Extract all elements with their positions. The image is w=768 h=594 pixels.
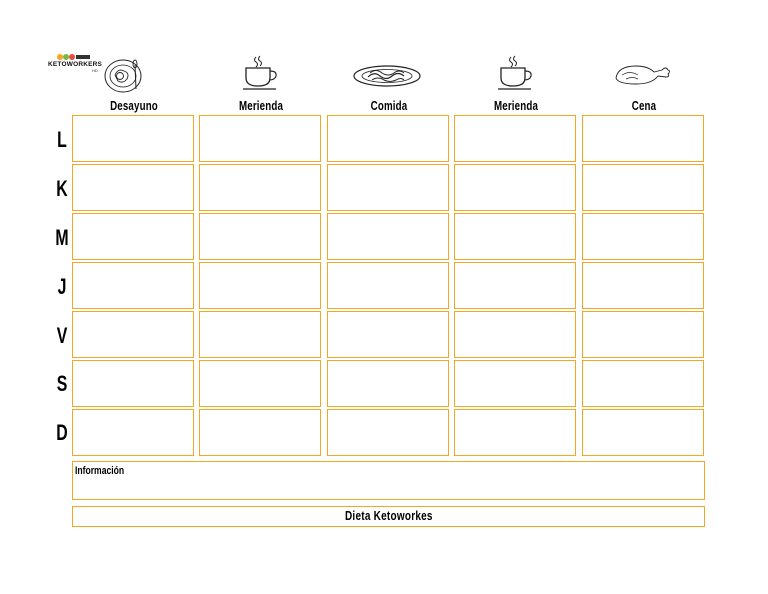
meal-cell[interactable] [454, 115, 576, 162]
meal-cell[interactable] [72, 115, 194, 162]
meal-cell[interactable] [72, 262, 194, 309]
meal-header-merienda-1: Merienda [238, 99, 284, 113]
meal-cell[interactable] [199, 115, 321, 162]
meal-header-merienda-2: Merienda [493, 99, 539, 113]
meal-cell[interactable] [582, 409, 704, 456]
meal-cell[interactable] [454, 213, 576, 260]
meal-cell[interactable] [199, 262, 321, 309]
meal-cell[interactable] [199, 360, 321, 407]
meal-cell[interactable] [327, 262, 449, 309]
meal-cell[interactable] [72, 164, 194, 211]
meal-cell[interactable] [327, 164, 449, 211]
meal-cell[interactable] [72, 311, 194, 358]
meal-cell[interactable] [454, 164, 576, 211]
meal-cell[interactable] [72, 213, 194, 260]
meal-cell[interactable] [582, 262, 704, 309]
day-label-k: K [56, 176, 68, 201]
logo-subtext: HD [92, 68, 98, 73]
meal-cell[interactable] [199, 164, 321, 211]
meal-cell[interactable] [327, 213, 449, 260]
meal-header-cena: Cena [631, 99, 657, 113]
meal-cell[interactable] [582, 360, 704, 407]
meal-cell[interactable] [582, 115, 704, 162]
meal-header-comida: Comida [370, 99, 408, 113]
meal-cell[interactable] [327, 311, 449, 358]
meal-cell[interactable] [327, 409, 449, 456]
meal-header-desayuno: Desayuno [110, 99, 158, 113]
meal-cell[interactable] [582, 311, 704, 358]
meal-cell[interactable] [199, 213, 321, 260]
meal-cell[interactable] [199, 311, 321, 358]
meal-cell[interactable] [454, 262, 576, 309]
meal-cell[interactable] [327, 360, 449, 407]
footer-title: Dieta Ketoworkes [344, 509, 433, 523]
info-label: Información [75, 465, 125, 477]
footer-title-box [72, 506, 705, 527]
bacon-plate-icon [352, 63, 422, 89]
meal-cell[interactable] [72, 360, 194, 407]
meal-cell[interactable] [327, 115, 449, 162]
coffee-cup-icon [497, 55, 537, 93]
day-label-j: J [57, 274, 67, 299]
coffee-cup-icon [242, 55, 282, 93]
meal-cell[interactable] [454, 409, 576, 456]
meal-cell[interactable] [454, 311, 576, 358]
roast-chicken-icon [612, 60, 672, 90]
meal-cell[interactable] [199, 409, 321, 456]
fried-egg-icon [103, 55, 147, 95]
day-label-s: S [56, 371, 68, 396]
meal-cell[interactable] [582, 213, 704, 260]
day-label-v: V [56, 323, 68, 348]
day-label-m: M [55, 225, 69, 250]
meal-cell[interactable] [582, 164, 704, 211]
day-label-d: D [56, 420, 68, 445]
info-box[interactable] [72, 461, 705, 500]
day-label-l: L [57, 127, 67, 152]
meal-cell[interactable] [454, 360, 576, 407]
meal-cell[interactable] [72, 409, 194, 456]
brand-logo [48, 52, 103, 74]
logo-text: KETOWORKERS [48, 61, 103, 68]
